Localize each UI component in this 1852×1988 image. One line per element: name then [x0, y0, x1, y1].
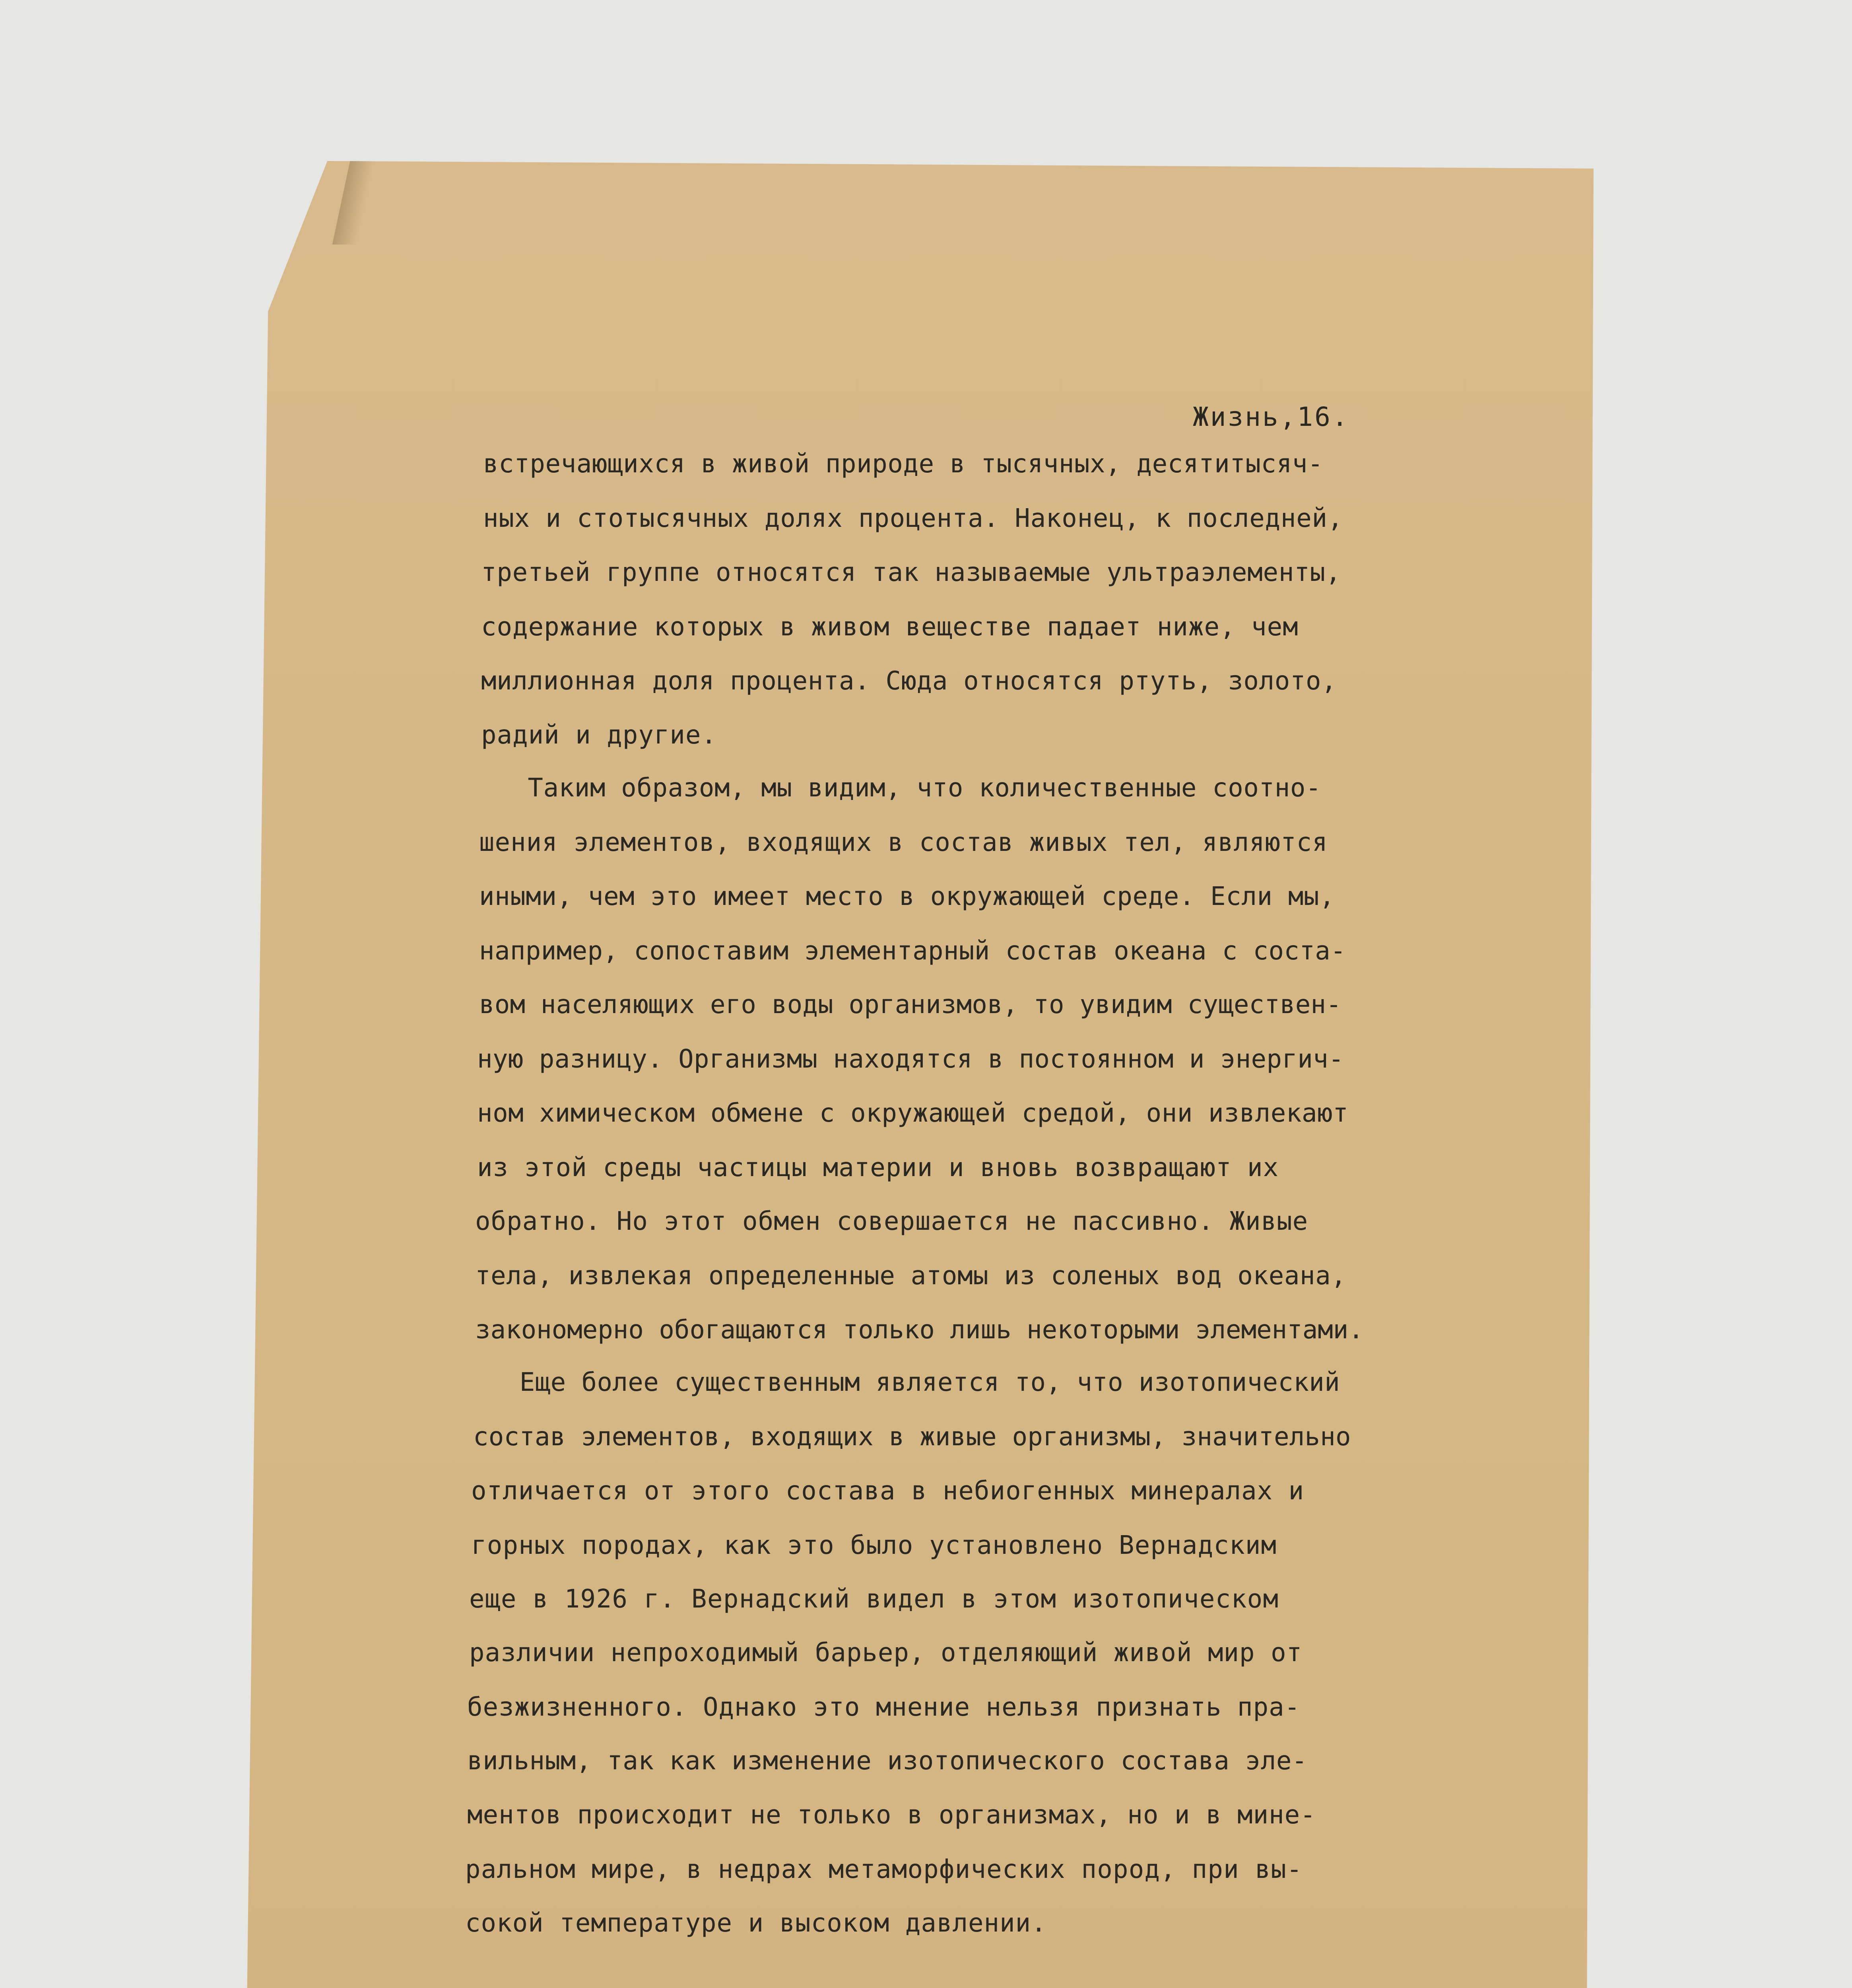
- text-line: различии непроходимый барьер, отделяющий живой мир от: [469, 1638, 1303, 1668]
- text-line: безжизненного. Однако это мнение нельзя признать пра-: [467, 1693, 1301, 1722]
- text-line: шения элементов, входящих в состав живых тел, являются: [479, 828, 1328, 857]
- text-line: из этой среды частицы материи и вновь возвращают их: [477, 1153, 1279, 1182]
- text-line: миллионная доля процента. Сюда относятся ртуть, золото,: [481, 666, 1337, 696]
- text-line: ментов происходит не только в организмах, но и в мине-: [467, 1800, 1316, 1830]
- text-line: вильным, так как изменение изотопического состава эле-: [467, 1746, 1308, 1776]
- text-line: Таким образом, мы видим, что количественные соотно-: [481, 773, 1322, 803]
- text-line: состав элементов, входящих в живые организмы, значительно: [473, 1422, 1351, 1452]
- text-line: горных породах, как это было установлено Вернадским: [471, 1531, 1277, 1560]
- text-line: например, сопоставим элементарный состав океана с соста-: [479, 936, 1346, 966]
- text-line: еще в 1926 г. Вернадский видел в этом изотопическом: [469, 1584, 1279, 1614]
- text-line: отличается от этого состава в небиогенных минералах и: [471, 1476, 1305, 1506]
- text-line: Еще более существенным является то, что изотопический: [473, 1368, 1340, 1397]
- page-header: Жизнь,16.: [1193, 402, 1349, 432]
- text-line: содержание которых в живом веществе падает ниже, чем: [481, 612, 1299, 642]
- text-line: обратно. Но этот обмен совершается не пассивно. Живые: [475, 1207, 1308, 1236]
- text-line: тела, извлекая определенные атомы из соленых вод океана,: [475, 1261, 1347, 1291]
- text-line: ральном мире, в недрах метаморфических пород, при вы-: [465, 1855, 1303, 1884]
- text-line: закономерно обогащаются только лишь некоторыми элементами.: [475, 1315, 1364, 1345]
- text-line: радий и другие.: [481, 720, 717, 750]
- text-line: третьей группе относятся так называемые ультраэлементы,: [481, 558, 1341, 587]
- text-line: ном химическом обмене с окружающей средой, они извлекают: [477, 1099, 1349, 1128]
- text-line: сокой температуре и высоком давлении.: [465, 1908, 1047, 1938]
- text-line: ных и стотысячных долях процента. Наконец, к последней,: [483, 504, 1343, 533]
- text-line: иными, чем это имеет место в окружающей среде. Если мы,: [479, 882, 1335, 911]
- text-line: встречающихся в живой природе в тысячных, десятитысяч-: [483, 449, 1324, 479]
- text-line: ную разницу. Организмы находятся в постоянном и энергич-: [477, 1044, 1344, 1074]
- text-line: вом населяющих его воды организмов, то увидим существен-: [479, 990, 1341, 1019]
